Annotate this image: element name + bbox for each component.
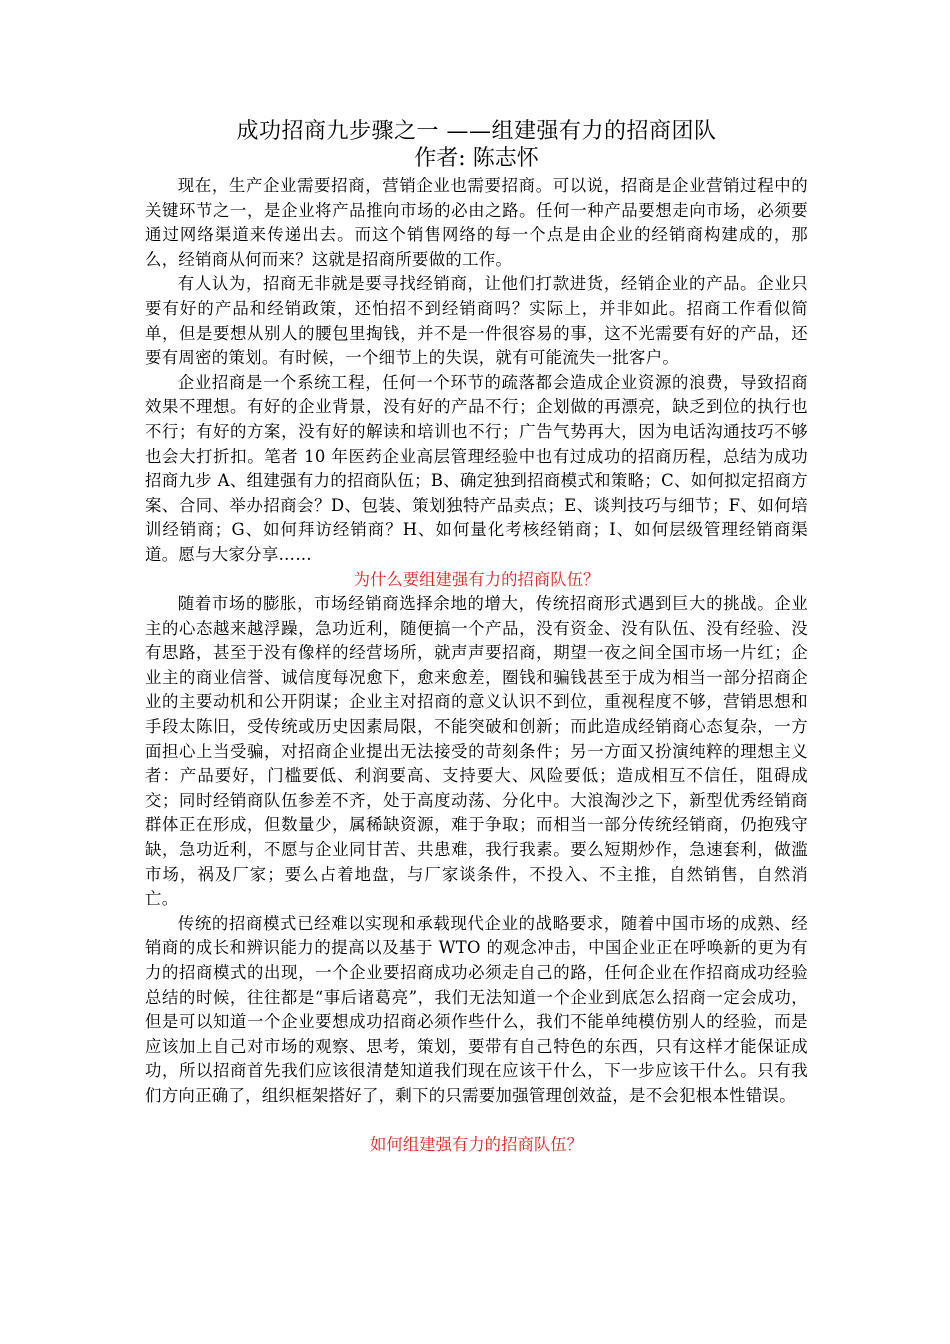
intro-paragraph-3: 企业招商是一个系统工程，任何一个环节的疏落都会造成企业资源的浪费，导致招商效果不理想。有好的企业背景，没有好的产品不行；企划做的再漂亮，缺乏到位的执行也不行；有好的方案，没有好的解读和培训也不行；广告气势再大，因为电话沟通技巧不够也会大打折扣。笔者 10 年医药企业高层管理经验中也有过成功的招商历程，总结为成功招商九步 A、组建强有力的招商队伍；B、确定独到招商模式和策略；C、如何拟定招商方案、合同、举办招商会？D、包装、策划独特产品卖点；E、谈判技巧与细节；F、如何培训经销商；G、如何拜访经销商？H、如何量化考核经销商；I、如何层级管理经销商渠道。愿与大家分享……: [145, 372, 808, 564]
section-why-paragraph-2: 传统的招商模式已经难以实现和承载现代企业的战略要求，随着中国市场的成熟、经销商的成长和辨识能力的提高以及基于 WTO 的观念冲击，中国企业正在呼唤新的更为有力的招商模式的出现，一个企业要招商成功必须走自己的路，任何企业在作招商成功经验总结的时候，往往都是“事后诸葛亮”，我们无法知道一个企业到底怎么招商一定会成功，但是可以知道一个企业要想成功招商必须作些什么，我们不能单纯模仿别人的经验，而是应该加上自己对市场的观察、思考，策划，要带有自己特色的东西，只有这样才能保证成功，所以招商首先我们应该很清楚知道我们现在应该干什么，下一步应该干什么。只有我们方向正确了，组织框架搭好了，剩下的只需要加强管理创效益，是不会犯根本性错误。: [145, 913, 808, 1105]
document-author: 作者: 陈志怀: [414, 146, 539, 171]
document-page: [145, 118, 808, 1157]
document-title: 成功招商九步骤之一 ——组建强有力的招商团队: [236, 119, 717, 144]
section-heading-why: 为什么要组建强有力的招商队伍？: [353, 569, 600, 589]
section-heading-how: 如何组建强有力的招商队伍？: [369, 1134, 584, 1154]
intro-paragraph-2: 有人认为，招商无非就是要寻找经销商，让他们打款进货，经销企业的产品。企业只要有好的产品和经销政策，还怕招不到经销商吗？实际上，并非如此。招商工作看似简单，但是要想从别人的腰包里掏钱，并不是一件很容易的事，这不光需要有好的产品，还要有周密的策划。有时候，一个细节上的失误，就有可能流失一批客户。: [145, 274, 808, 368]
section-why-paragraph-1: 随着市场的膨胀，市场经销商选择余地的增大，传统招商形式遇到巨大的挑战。企业主的心态越来越浮躁，急功近利，随便搞一个产品，没有资金、没有队伍、没有经验、没有思路，甚至于没有像样的经营场所，就声声要招商，期望一夜之间全国市场一片红；企业主的商业信誉、诚信度每况愈下，愈来愈差，圈钱和骗钱甚至于成为相当一部分招商企业的主要动机和公开阴谋；企业主对招商的意义认识不到位，重视程度不够，营销思想和手段太陈旧，受传统或历史因素局限，不能突破和创新；而此造成经销商心态复杂，一方面担心上当受骗，对招商企业提出无法接受的苛刻条件；另一方面又扮演纯粹的理想主义者：产品要好，门槛要低、利润要高、支持要大、风险要低；造成相互不信任，阻碍成交；同时经销商队伍参差不齐，处于高度动荡、分化中。大浪淘沙之下，新型优秀经销商群体正在形成，但数量少，属稀缺资源，难于争取；而相当一部分传统经销商，仍抱残守缺，急功近利，不愿与企业同甘苦、共患难，我行我素。要么短期炒作，急速套利，做滥市场，祸及厂家；要么占着地盘，与厂家谈条件，不投入、不主推，自然销售，自然消亡。: [145, 594, 808, 909]
intro-paragraph-1: 现在，生产企业需要招商，营销企业也需要招商。可以说，招商是企业营销过程中的关键环节之一，是企业将产品推向市场的必由之路。任何一种产品要想走向市场，必须要通过网络渠道来传递出去。而这个销售网络的每一个点是由企业的经销商构建成的，那么，经销商从何而来？这就是招商所要做的工作。: [145, 176, 808, 269]
